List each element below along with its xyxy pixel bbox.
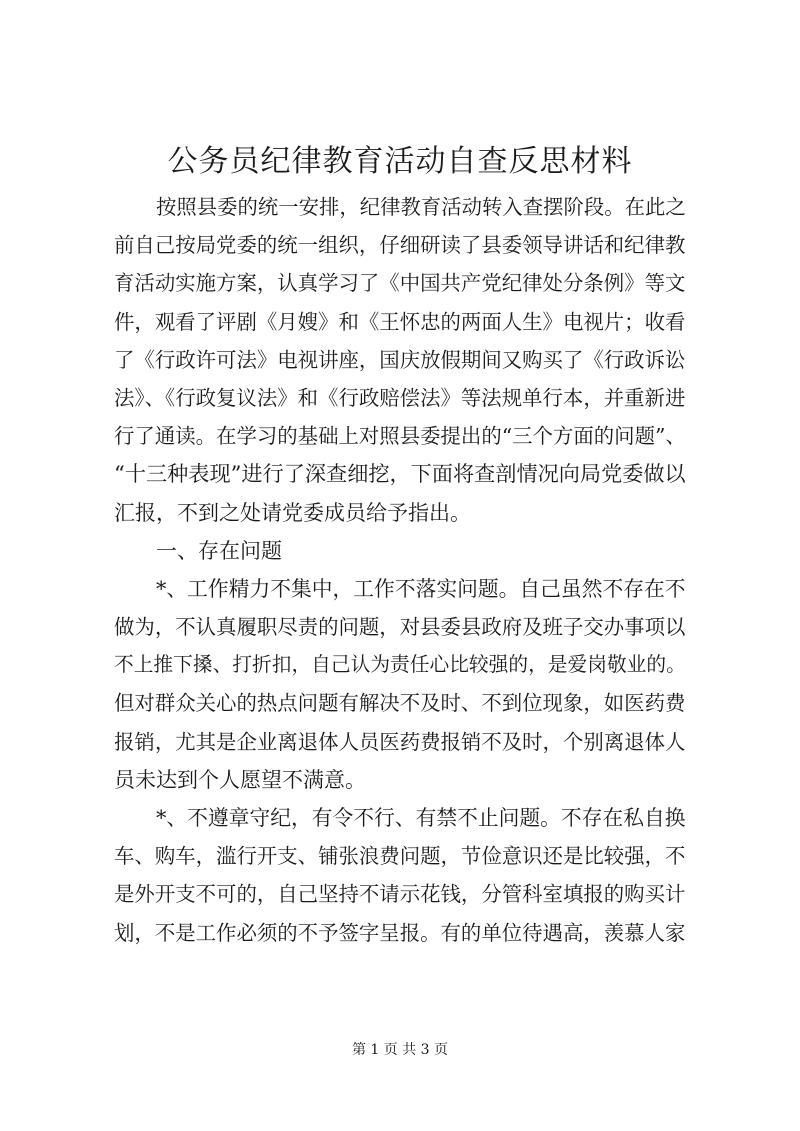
text-line [114, 379, 686, 417]
text-line-content: 做为，不认真履职尽责的问题，对县委县政府及班子交办事项以 [114, 615, 686, 640]
text-line-content: 了《行政许可法》电视讲座，国庆放假期间又购买了《行政诉讼 [114, 347, 686, 372]
text-line [114, 570, 686, 608]
text-line-content: 汇报，不到之处请党委成员给予指出。 [114, 500, 471, 525]
section-heading-text: 一、存在问题 [156, 538, 282, 563]
text-line-content: 育活动实施方案，认真学习了《中国共产党纪律处分条例》等文 [114, 271, 686, 296]
text-line-content: 行了通读。在学习的基础上对照县委提出的“三个方面的问题”、 [114, 424, 686, 449]
text-line-content: 件，观看了评剧《月嫂》和《王怀忠的两面人生》电视片；收看 [114, 309, 686, 334]
text-line [114, 494, 686, 532]
text-line [114, 914, 686, 952]
text-line [114, 341, 686, 379]
text-line [114, 608, 686, 646]
text-line-content: *、不遵章守纪，有令不行、有禁不止问题。不存在私自换 [156, 806, 686, 830]
text-line [114, 226, 686, 264]
text-line-content: 是外开支不可的，自己坚持不请示花钱，分管科室填报的购买计 [114, 882, 686, 907]
text-line-content: 但对群众关心的热点问题有解决不及时、不到位现象，如医药费 [114, 691, 686, 716]
text-line [114, 723, 686, 761]
text-line-content: 划，不是工作必须的不予签字呈报。有的单位待遇高，羡慕人家 [114, 920, 686, 945]
text-line [114, 875, 686, 913]
text-line-content: 员未达到个人愿望不满意。 [114, 767, 366, 792]
text-line [114, 761, 686, 799]
text-line [114, 188, 686, 226]
section-heading [114, 532, 686, 570]
document-body [114, 188, 686, 952]
text-line [114, 837, 686, 875]
text-line [114, 684, 686, 722]
page-footer: 第 1 页 共 3 页 [351, 1042, 449, 1058]
text-line-content: “十三种表现”进行了深查细挖，下面将查剖情况向局党委做以 [114, 461, 686, 487]
text-line [114, 799, 686, 837]
text-line-content: 不上推下搡、打折扣，自己认为责任心比较强的，是爱岗敬业的。 [114, 653, 686, 677]
text-line-content: *、工作精力不集中，工作不落实问题。自己虽然不存在不 [156, 576, 686, 601]
text-line [114, 417, 686, 455]
text-line [114, 264, 686, 302]
text-line-content: 按照县委的统一安排，纪律教育活动转入查摆阶段。在此之 [156, 195, 686, 219]
text-line-content: 报销，尤其是企业离退体人员医药费报销不及时，个别离退体人 [114, 729, 686, 754]
text-line-content: 前自己按局党委的统一组织，仔细研读了县委领导讲话和纪律教 [114, 233, 686, 258]
text-line-content: 法》、《行政复议法》和《行政赔偿法》等法规单行本，并重新进 [114, 385, 686, 410]
document-title: 公务员纪律教育活动自查反思材料 [167, 144, 633, 179]
text-line [114, 646, 686, 684]
text-line [114, 303, 686, 341]
text-line-content: 车、购车，滥行开支、铺张浪费问题，节俭意识还是比较强，不 [114, 844, 686, 869]
text-line [114, 455, 686, 493]
